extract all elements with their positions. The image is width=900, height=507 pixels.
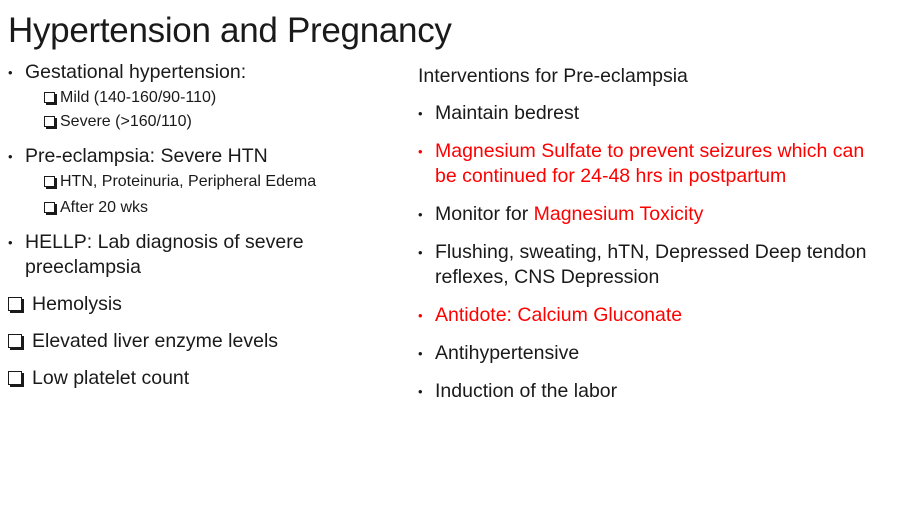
bullet-antidote (418, 303, 888, 328)
monitor-prefix: Monitor for (435, 203, 534, 225)
slide-title: Hypertension and Pregnancy (8, 11, 452, 50)
checkbox-square-icon (8, 371, 22, 385)
monitor-highlight: Magnesium Toxicity (533, 203, 704, 225)
checklist-text: Low platelet count (32, 367, 190, 389)
bullet-antihypertensive (418, 341, 888, 366)
bullet-flushing-symptoms (418, 240, 888, 290)
bullet-icon: • (418, 144, 423, 159)
bullet-hellp (8, 230, 378, 280)
bullet-text: Induction of the labor (435, 380, 618, 402)
bullet-text: Flushing, sweating, hTN, Depressed Deep tendon reflexes, CNS Depression (435, 241, 867, 288)
bullet-icon: • (8, 65, 13, 80)
bullet-bedrest (418, 101, 888, 126)
checkbox-square-icon (44, 202, 55, 213)
checklist-item-liver-enzymes (8, 329, 378, 354)
bullet-text (435, 202, 888, 227)
sub-bullet-htn-proteinuria (8, 172, 378, 192)
interventions-heading: Interventions for Pre-eclampsia (418, 65, 688, 87)
checklist-item-hemolysis (8, 292, 378, 317)
bullet-icon: • (418, 207, 423, 222)
bullet-text: Pre-eclampsia: Severe HTN (25, 145, 268, 167)
checkbox-square-icon (8, 334, 22, 348)
checkbox-square-icon (44, 92, 55, 103)
bullet-text: HELLP: Lab diagnosis of severe preeclampsia (25, 231, 304, 278)
sub-bullet-after-20-wks (8, 198, 378, 218)
bullet-icon: • (418, 308, 423, 323)
bullet-gestational-hypertension (8, 60, 378, 85)
bullet-pre-eclampsia (8, 144, 378, 169)
bullet-monitor-toxicity (418, 202, 888, 227)
bullet-text: Gestational hypertension: (25, 61, 247, 83)
bullet-text: Magnesium Sulfate to prevent seizures which can be continued for 24-48 hrs in postpartum (435, 140, 865, 187)
bullet-icon: • (8, 149, 13, 164)
bullet-icon: • (418, 106, 423, 121)
checkbox-square-icon (8, 297, 22, 311)
sub-bullet-mild (8, 88, 378, 108)
bullet-text: Maintain bedrest (435, 102, 580, 124)
sub-bullet-text: After 20 wks (60, 199, 149, 216)
sub-bullet-severe (8, 112, 378, 132)
bullet-icon: • (418, 245, 423, 260)
bullet-induction (418, 379, 888, 404)
left-column (8, 60, 378, 391)
checklist-item-platelets (8, 366, 378, 391)
bullet-text: Antihypertensive (435, 342, 580, 364)
checklist-text: Elevated liver enzyme levels (32, 330, 279, 352)
sub-bullet-text: Mild (140-160/90-110) (60, 89, 217, 106)
checkbox-square-icon (44, 116, 55, 127)
bullet-icon: • (418, 384, 423, 399)
sub-bullet-text: Severe (>160/110) (60, 113, 192, 130)
bullet-icon: • (8, 235, 13, 250)
bullet-text: Antidote: Calcium Gluconate (435, 304, 683, 326)
bullet-icon: • (418, 346, 423, 361)
bullet-magnesium-sulfate (418, 139, 888, 189)
sub-bullet-text: HTN, Proteinuria, Peripheral Edema (60, 173, 317, 190)
right-column (418, 60, 888, 417)
checkbox-square-icon (44, 176, 55, 187)
checklist-text: Hemolysis (32, 293, 122, 315)
